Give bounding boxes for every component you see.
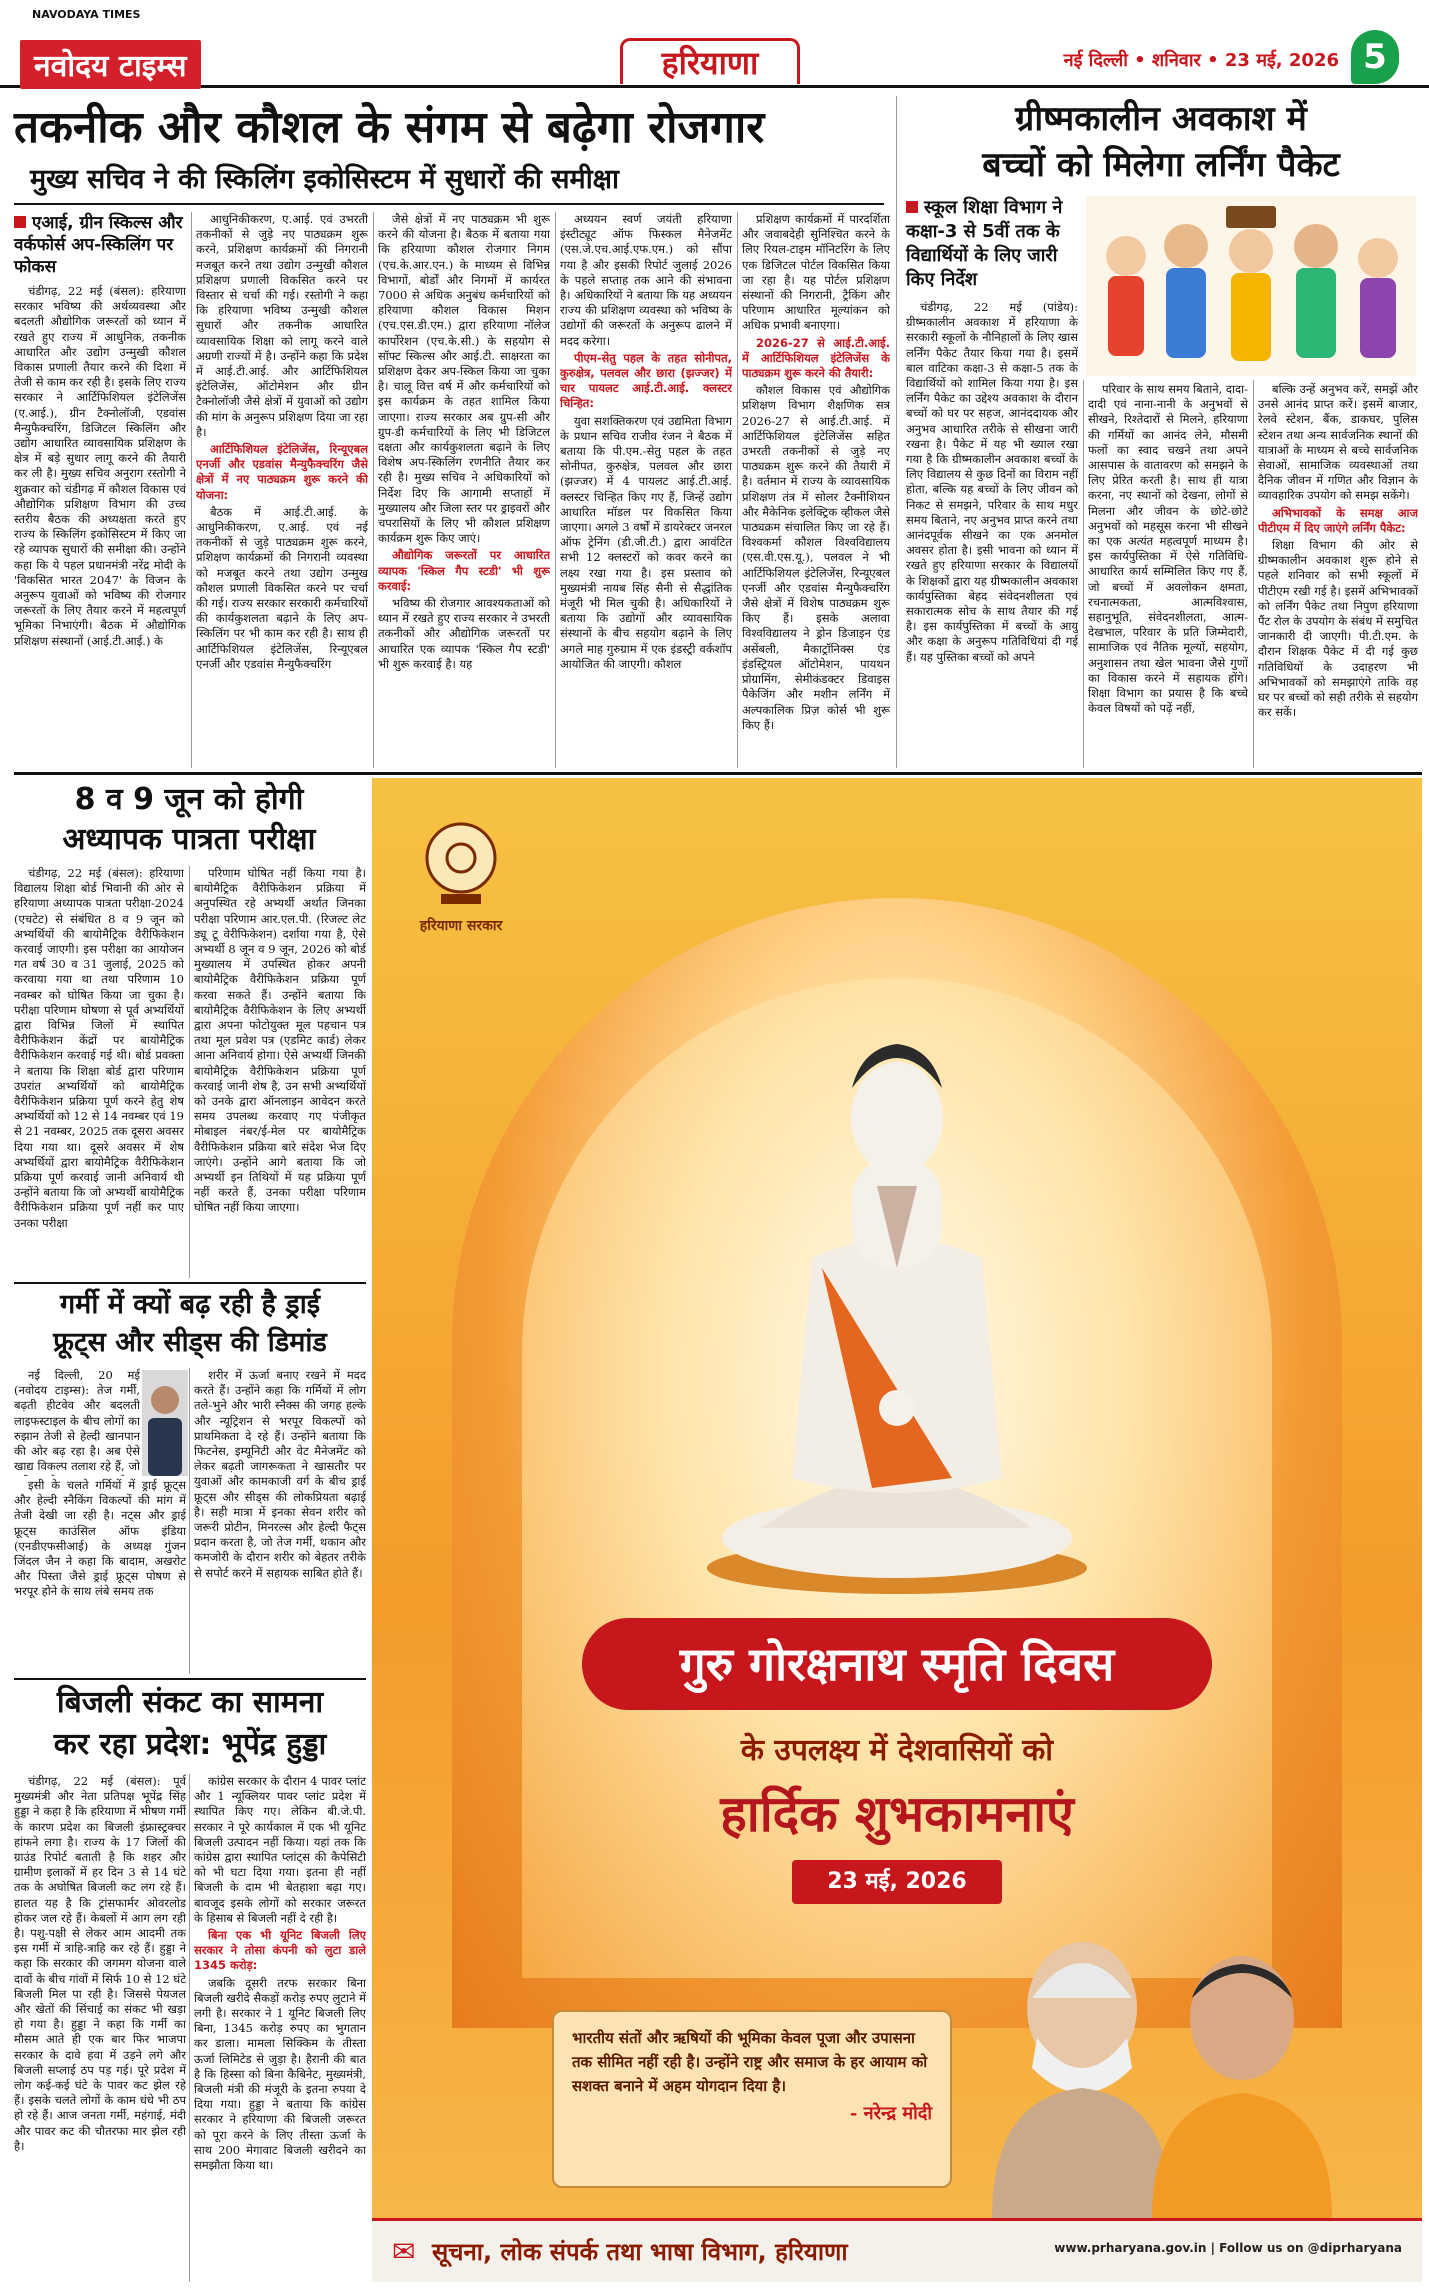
lead-subheadline: मुख्य सचिव ने की स्किलिंग इकोसिस्टम में सुधारों की समीक्षा	[30, 164, 620, 195]
power-col-1-text: चंडीगढ़, 22 मई (बंसल): पूर्व मुख्यमंत्री और नेता प्रतिपक्ष भूपेंद्र सिंह हुड्डा ने कहा है कि हरियाणा में भीषण गर्मी के कारण प्रदेश का बिजली इंफ्रास्ट्रक्चर हांफने लगा है। राज्य के 17 जिलों की ग्राउंड रिपोर्ट बताती है कि शहर और ग्रामीण इलाकों में हर दिन 3 से 14 घंटे तक के अघोषित बिजली कट लग रहे हैं। हालत यह है कि ट्रांसफार्मर ओवरलोड होकर जल रहे हैं। केबलों में आग लग रही है। पशु-पक्षी से लेकर आम आदमी तक इस गर्मी में त्राहि-त्राहि कर रहे हैं। हुड्डा ने कहा कि सरकार की जगमग योजना वाले दावों के बीच गांवों में सिर्फ 10 से 12 घंटे बिजली मिल पा रही है। जिससे पेयजल और खेतों की सिंचाई का संकट भी खड़ा हो गया है। हुड्डा ने कहा कि गर्मी का मौसम आते ही एक बार फिर भाजपा सरकार के दावे हवा में उड़ने लगे और बिजली सप्लाई ठप पड़ गई। पूरे प्रदेश में लोग कई-कई घंटे के पावर कट झेल रहे हैं। इसके चलते लोगों के काम धंधे भी ठप हो रहे हैं। आज जनता गर्मी, महंगाई, मंदी और पावर कट की चौतरफा मार झेल रही है।	[14, 1774, 186, 2153]
col-divider	[189, 866, 190, 1278]
lead-col-5-text: प्रशिक्षण कार्यक्रमों में पारदर्शिता और जवाबदेही सुनिश्चित करने के लिए रियल-टाइम मॉनिटरिंग के लिए एक डिजिटल पोर्टल विकसित किया जा रहा है। यह पोर्टल प्रशिक्षण संस्थानों की निगरानी, ट्रैकिंग और परिणाम आधारित मूल्यांकन को अधिक प्रभावी बनाएगा।	[742, 212, 890, 333]
rule	[14, 772, 1422, 775]
summer-col-3	[1258, 382, 1418, 768]
fruits-col-1b	[14, 1478, 186, 1674]
col-divider	[189, 1774, 190, 2282]
exam-headline-1: 8 व 9 जून को होगी	[74, 782, 304, 817]
lead-col-5-subhead: 2026-27 से आई.टी.आई. में आर्टिफिशियल इंटेलिजेंस के पाठ्यक्रम शुरू करने की तैयारी:	[742, 335, 890, 381]
power-col-2-text: कांग्रेस सरकार के दौरान 4 पावर प्लांट और 1 न्यूक्लियर पावर प्लांट प्रदेश में स्थापित किए गए। लेकिन बी.जे.पी. सरकार ने पूरे कार्यकाल में एक भी यूनिट बिजली उत्पादन नहीं किया। यहां तक कि कांग्रेस द्वारा स्थापित प्लांट्स की कैपेसिटी को भी घटा दिया गया। इतना ही नहीं बिजली के दाम भी बेतहाशा बढ़ा गए। बावजूद इसके लोगों को सरकार जरूरत के हिसाब से बिजली नहीं दे रही है।	[194, 1774, 366, 1925]
ad-footer	[372, 2218, 1422, 2282]
ad-subtitle-1: के उपलक्ष्य में देशवासियों को	[740, 1733, 1054, 1768]
summer-bullet-text: स्कूल शिक्षा विभाग ने कक्षा-3 से 5वीं तक के विद्यार्थियों के लिए जारी किए निर्देश	[906, 197, 1063, 290]
summer-col-3b-text: शिक्षा विभाग की ओर से ग्रीष्मकालीन अवकाश शुरू होने से पहले शनिवार को सभी स्कूलों में पीटीएम रखी गई है। इसमें अभिभावकों को लर्निंग पैकेट तथा निपुण हरियाणा पैंट रोल के उपयोग के संबंध में समुचित जानकारी दी जाएगी। पी.टी.एम. के दौरान शिक्षक पैकेट में दी गई कुछ गतिविधियों के उदाहरण भी अभिभावकों को समझाएंगे ताकि वह घर पर बच्चों को सही तरीके से सहयोग कर सकें।	[1258, 538, 1418, 720]
summer-col-1	[906, 300, 1078, 768]
ad-quote-text: भारतीय संतों और ऋषियों की भूमिका केवल पूजा और उपासना तक सीमित नहीं रही है। उन्होंने राष्ट्र और समाज के हर आयाम को सशक्त बनाने में अहम योगदान दिया है।	[572, 2029, 928, 2095]
person-photo	[142, 1370, 188, 1476]
power-col-1	[14, 1774, 186, 2282]
lead-col-2-subhead: आर्टिफिशियल इंटेलिजेंस, रिन्यूएबल एनर्जी और एडवांस मैन्युफैक्चरिंग जैसे क्षेत्रों में नए पाठ्यक्रम शुरू करने की योजना:	[196, 442, 368, 502]
ad-title-banner: गुरु गोरक्षनाथ स्मृति दिवस	[582, 1618, 1212, 1710]
lead-col-4b-text: युवा सशक्तिकरण एवं उद्यमिता विभाग के प्रधान सचिव राजीव रंजन ने बैठक में बताया कि पी.एम.-सेतु पहल के तहत सोनीपत, कुरुक्षेत्र, पलवल और छारा (झज्जर) में 4 पायलट आई.टी.आई. क्लस्टर चिन्हित किए गए हैं, जिन्हें उद्योग आधारित मॉडल पर विकसित किया जाएगा। अगले 3 वर्षों में डायरेक्टर जनरल ऑफ ट्रेनिंग (डी.जी.टी.) द्वारा आवंटित सभी 12 क्लस्टरों को कवर करने का लक्ष्य रखा गया है। इस प्रस्ताव को मुख्यमंत्री नायब सिंह सैनी से सैद्धांतिक मंजूरी भी मिल चुकी है। अधिकारियों ने बताया कि उद्योगों और व्यावसायिक संस्थानों के बीच सहयोग बढ़ाने के लिए अगले माह गुरुग्राम में एक इंडस्ट्री वर्कशॉप आयोजित की जाएगी। कौशल	[560, 413, 732, 671]
summer-headline-2: बच्चों को मिलेगा लर्निंग पैकेट	[982, 145, 1340, 185]
page-number: 5	[1351, 30, 1399, 84]
summer-bullet	[906, 196, 1076, 292]
power-headline-2: कर रहा प्रदेश: भूपेंद्र हुड्डा	[53, 1727, 327, 1762]
power-col-2b-text: जबकि दूसरी तरफ सरकार बिना बिजली खरीदे सैकड़ों करोड़ रुपए लुटाने में लगी है। सरकार ने 1 यूनिट बिजली लिए बिना, 1345 करोड़ रुपए का भुगतान कर डाला। मामला सिक्किम के तीस्ता ऊर्जा लिमिटेड से जुड़ा है। हैरानी की बात है कि हिस्सा को बिना कैबिनेट, मुख्यमंत्री, बिजली मंत्री की मंजूरी के इतना रुपया दे दिया गया। हुड्डा ने बताया कि कांग्रेस सरकार ने हरियाणा की बिजली जरूरत को पूरा करने के लिए तीस्ता ऊर्जा के साथ 200 मेगावाट बिजली खरीदने का समझौता किया था।	[194, 1975, 366, 2173]
lead-col-3	[378, 212, 550, 768]
lead-col-3-subhead: औद्योगिक जरूरतों पर आधारित व्यापक 'स्किल गैप स्टडी' भी शुरू करवाई:	[378, 548, 550, 593]
lead-col-3-text: जैसे क्षेत्रों में नए पाठ्यक्रम भी शुरू करने की योजना है। बैठक में बताया गया कि हरियाणा कौशल रोजगार निगम (एच.के.आर.एन.) के माध्यम से विभिन्न विभागों, बोर्डों और निगमों में कार्यरत 7000 से अधिक अनुबंध कर्मचारियों को हरियाणा कौशल विकास मिशन (एच.एस.डी.एम.) द्वारा हरियाणा नॉलेज कार्पोरेशन (एच.के.सी.) के सहयोग से सॉफ्ट स्किल्स और आई.टी. साक्षरता का प्रशिक्षण देकर अप-स्किल किया जा चुका है। चालू वित्त वर्ष में और कर्मचारियों को इस कार्यक्रम के तहत शामिल किया जाएगा। राज्य सरकार अब ग्रुप-सी और ग्रुप-डी कर्मचारियों के लिए भी डिजिटल दक्षता और कार्यकुशलता बढ़ाने के लिए विशेष अप-स्किलिंग रणनीति तैयार कर रही है। मुख्य सचिव ने अधिकारियों को निर्देश दिए कि आगामी सप्ताहों में मुख्यालय और जिला स्तर पर ड्राइवरों और चपरासियों के लिए भी कौशल प्रशिक्षण कार्यक्रम शुरू किए जाएं।	[378, 212, 550, 546]
col-divider	[191, 212, 192, 768]
masthead-top-label: NAVODAYA TIMES	[32, 8, 141, 21]
bullet-square-icon	[14, 216, 26, 228]
exam-col-1-text: चंडीगढ़, 22 मई (बंसल): हरियाणा विद्यालय शिक्षा बोर्ड भिवानी की ओर से हरियाणा अध्यापक पात्रता परीक्षा-2024 (एचटेट) से संबंधित 8 व 9 जून को अभ्यर्थियों की बायोमैट्रिक वैरीफिकेशन करवाई जाएगी। इस परीक्षा का आयोजन गत वर्ष 30 व 31 जुलाई, 2025 को करवाया गया था तथा परिणाम 10 नवम्बर को घोषित किया जा चुका है। परीक्षा परिणाम घोषणा से पूर्व अभ्यर्थियों द्वारा विभिन्न जिलों में स्थापित वैरीफिकेशन केंद्रों पर बायोमैट्रिक वैरीफिकेशन करवाई गई थी। बोर्ड प्रवक्ता ने बताया कि शिक्षा बोर्ड द्वारा परिणाम उपरांत अभ्यर्थियों को बायोमैट्रिक वैरीफिकेशन प्रक्रिया पूर्ण करने हेतु शेष अभ्यर्थियों को 12 से 14 नवम्बर एवं 19 से 21 नवम्बर, 2025 तक दूसरा अवसर दिया गया था। दूसरे अवसर में शेष अभ्यर्थियों द्वारा बायोमैट्रिक वैरीफिकेशन प्रक्रिया पूर्ण करवाई जानी अनिवार्य थी उन्होंने बताया कि जो अभ्यर्थी बायोमैट्रिक वैरीफिकेशन प्रक्रिया पूर्ण नहीं कर पाए उनका परीक्षा	[14, 866, 184, 1230]
col-divider	[189, 1368, 190, 1674]
lead-headline: तकनीक और कौशल के संगम से बढ़ेगा रोजगार	[14, 102, 765, 153]
col-divider	[555, 212, 556, 768]
lead-bullet	[14, 212, 184, 278]
newspaper-logo: नवोदय टाइम्स	[20, 40, 201, 89]
summer-col-3-subhead: अभिभावकों के समक्ष आज पीटीएम में दिए जाएंगे लर्निंग पैकेट:	[1258, 505, 1418, 535]
summer-col-2	[1088, 382, 1248, 768]
exam-col-1	[14, 866, 184, 1278]
lead-col-2b-text: बैठक में आई.टी.आई. के आधुनिकीकरण, ए.आई. एवं नई तकनीकों से जुड़े पाठ्यक्रम शुरू करने, प्रशिक्षण कार्यक्रमों की निगरानी व्यवस्था को मजबूत करने तथा उद्योग उन्मुख कौशल प्रणाली विकसित करने पर चर्चा की गई। राज्य सरकार सरकारी कर्मचारियों की कार्यकुशलता बढ़ाने के लिए अप-स्किलिंग पर भी काम कर रही है। साथ ही आर्टिफिशियल इंटेलिजेंस, रिन्यूएबल एनर्जी और एडवांस मैन्युफैक्चरिंग	[196, 504, 368, 671]
lead-col-1	[14, 284, 186, 768]
haryana-emblem	[406, 818, 516, 935]
col-divider	[737, 212, 738, 768]
meditating-saint-figure	[702, 1008, 1092, 1598]
power-headline-1: बिजली संकट का सामना	[56, 1685, 324, 1720]
children-illustration	[1086, 196, 1416, 376]
lead-col-1-text: चंडीगढ़, 22 मई (बंसल): हरियाणा सरकार भविष्य की अर्थव्यवस्था और बदलती औद्योगिक जरूरतों को ध्यान में रखते हुए राज्य में आधुनिक, तकनीक आधारित और उद्योग उन्मुखी कौशल विकास प्रणाली तैयार करने की दिशा में तेजी से काम कर रही है। इसके लिए राज्य सरकार ने आर्टिफिशियल इंटेलिजेंस (ए.आई.), ग्रीन टैक्नोलॉजी, एडवांस मैन्युफैक्चरिंग, डिजिटल स्किलिंग और उद्योग आधारित व्यावसायिक प्रशिक्षण के क्षेत्र में बड़े सुधार लागू करने की तैयारी कर ली है। मुख्य सचिव अनुराग रस्तोगी ने शुक्रवार को चंडीगढ़ में कौशल विकास एवं औद्योगिक प्रशिक्षण विभाग की उच्च स्तरीय बैठक की अध्यक्षता करते हुए राज्य के स्किलिंग इकोसिस्टम में किए जा रहे व्यापक सुधारों की समीक्षा की। उन्होंने कहा कि ये पहल प्रधानमंत्री नरेंद्र मोदी के 'विकसित भारत 2047' के विजन के अनुरूप युवाओं को भविष्य की रोजगार जरूरतों के लिए तैयार करने में महत्वपूर्ण भूमिका निभाएंगी। बैठक में औद्योगिक प्रशिक्षण संस्थानों (आई.टी.आई.) के	[14, 284, 186, 648]
fruits-col-2	[194, 1368, 366, 1674]
advertisement	[372, 778, 1422, 2282]
exam-col-2-text: परिणाम घोषित नहीं किया गया है। बायोमैट्रिक वैरीफिकेशन प्रक्रिया में अनुपस्थित रहे अभ्यर्थी अर्थात जिनका परीक्षा परिणाम आर.एल.पी. (रिजल्ट लेट ड्यू टू वेरीफिकेशन) दर्शाया गया है, ऐसे अभ्यर्थी 8 जून व 9 जून, 2026 को बोर्ड मुख्यालय में उपस्थित होकर अपनी बायोमैट्रिक वैरीफिकेशन प्रक्रिया पूर्ण करवा सकते हैं। उन्होंने बताया कि बायोमैट्रिक वैरीफिकेशन के लिए अभ्यर्थी द्वारा अपना फोटोयुक्त मूल पहचान पत्र तथा मूल प्रवेश पत्र (एडमिट कार्ड) लेकर आना अनिवार्य होगा। ऐसे अभ्यर्थी जिनकी बायोमैट्रिक वैरीफिकेशन प्रक्रिया पूर्ण करवाई जानी शेष है, उन सभी अभ्यर्थियों को उनके द्वारा ऑनलाइन आवेदन करते समय उपलब्ध करवाए गए पंजीकृत मोबाइल नंबर/ई-मेल पर बायोमैट्रिक वैरीफिकेशन प्रक्रिया बारे संदेश भेज दिए जाएंगे। उन्होंने आगे बताया कि जो अभ्यर्थी इन तिथियों में यह प्रक्रिया पूर्ण नहीं करते हैं, उनका परीक्षा परिणाम घोषित नहीं किया जाएगा।	[194, 866, 366, 1215]
fruits-col-1b-text: इसी के चलते गर्मियों में ड्राई फ्रूट्स और हेल्दी स्नैकिंग विकल्पों की मांग में तेजी देखी जा रही है। नट्स और ड्राई फ्रूट्स काउंसिल ऑफ इंडिया (एनडीएफसीआई) के अध्यक्ष गुंजन जिंदल जैन ने कहा कि बादाम, अखरोट और पिस्ता जैसे ड्राई फ्रूट्स पोषण से भरपूर होने के साथ लंबे समय तक	[14, 1478, 186, 1599]
ad-date: 23 मई, 2026	[792, 1860, 1002, 1904]
power-col-2	[194, 1774, 366, 2282]
lead-col-5	[742, 212, 890, 768]
summer-headline-1: ग्रीष्मकालीन अवकाश में	[1015, 99, 1307, 139]
fruits-headline-2: फ्रूट्स और सीड्स की डिमांड	[53, 1327, 327, 1358]
col-divider	[1083, 380, 1084, 768]
col-divider	[896, 96, 897, 768]
dateline: नई दिल्ली • शनिवार • 23 मई, 2026	[1063, 50, 1339, 71]
col-divider	[373, 212, 374, 768]
ad-quote-author: - नरेन्द्र मोदी	[849, 2103, 932, 2124]
ad-footer-department: सूचना, लोक संपर्क तथा भाषा विभाग, हरियाणा	[432, 2238, 848, 2266]
lead-col-3b-text: भविष्य की रोजगार आवश्यकताओं को ध्यान में रखते हुए राज्य सरकार ने उभरती तकनीकों और औद्योगिक जरूरतों पर आधारित एक व्यापक 'स्किल गैप स्टडी' भी शुरू करवाई है। यह	[378, 596, 550, 671]
lead-col-4-text: अध्ययन स्वर्ण जयंती हरियाणा इंस्टीट्यूट ऑफ फिस्कल मैनेजमेंट (एस.जे.एच.आई.एफ.एम.) को सौंपा गया है और इसकी रिपोर्ट जुलाई 2026 के पहले सप्ताह तक आने की संभावना है। अधिकारियों ने बताया कि यह अध्ययन राज्य की प्रशिक्षण व्यवस्था को भविष्य के उद्योगों की जरूरतों के अनुरूप ढालने में मदद करेगा।	[560, 212, 732, 348]
exam-headline-2: अध्यापक पात्रता परीक्षा	[62, 822, 316, 857]
section-tab: हरियाणा	[620, 38, 800, 84]
col-divider	[1253, 380, 1254, 768]
ad-quote-box	[552, 2010, 952, 2188]
power-col-2-subhead: बिना एक भी यूनिट बिजली लिए सरकार ने तोसा कंपनी को लुटा डाले 1345 करोड़:	[194, 1928, 366, 1973]
summer-col-1-text: चंडीगढ़, 22 मई (पांडेय): ग्रीष्मकालीन अवकाश में हरियाणा के सरकारी स्कूलों के नौनिहालों के लिए खास लर्निंग पैकेट तैयार किया गया है। इसमें बाल वाटिका कक्षा-3 से कक्षा-5 तक के विद्यार्थियों को शामिल किया गया है। इस लर्निंग पैकेट का उद्देश्य अवकाश के दौरान बच्चों को घर पर सहज, आनंददायक और अनुभव आधारित तरीके से सीखना जारी रखना है। पैकेट में यह भी ख्याल रखा गया है कि ग्रीष्मकालीन अवकाश बच्चों के लिए विद्यालय से कुछ दिनों का विराम नहीं होता, बल्कि यह बच्चों के लिए जीवन को निकट से समझने, परिवार के साथ मधुर समय बिताने, नए अनुभव प्राप्त करने तथा आनंदपूर्वक सीखने का एक अनमोल अवसर होता है। इसी भावना को ध्यान में रखते हुए हरियाणा सरकार के विद्यालयों के शिक्षकों द्वारा यह ग्रीष्मकालीन अवकाश कार्यपुस्तिका बेहद संवेदनशीलता एवं सकारात्मक सोच के साथ तैयार की गई है। इस कार्यपुस्तिका में बच्चों के आयु और कक्षा के अनुरूप गतिविधियां दी गई हैं। यह पुस्तिका बच्चों को अपने	[906, 300, 1078, 664]
lead-col-2	[196, 212, 368, 768]
lead-bullet-text: एआई, ग्रीन स्किल्स और वर्कफोर्स अप-स्किलिंग पर फोकस	[14, 213, 183, 277]
fruits-col-2-text: शरीर में ऊर्जा बनाए रखने में मदद करते हैं। उन्होंने कहा कि गर्मियों में लोग तले-भुने और भारी स्नैक्स की जगह हल्के और न्यूट्रिशन से भरपूर विकल्पों को प्राथमिकता दे रहे हैं। उन्होंने बताया कि फिटनेस, इम्यूनिटी और वेट मैनेजमेंट को लेकर बढ़ती जागरूकता ने खासतौर पर युवाओं और कामकाजी वर्ग के बीच ड्राई फ्रूट्स और सीड्स की लोकप्रियता बढ़ाई है। सही मात्रा में इनका सेवन शरीर को जरूरी प्रोटीन, मिनरल्स और हेल्दी फैट्स प्रदान करता है, जो तेज गर्मी, थकान और कमजोरी के दौरान शरीर को बेहतर तरीके से सपोर्ट करने में सहायक साबित होते हैं।	[194, 1368, 366, 1580]
lead-col-4	[560, 212, 732, 768]
fruits-col-1a	[14, 1368, 140, 1476]
emblem-label: हरियाणा सरकार	[419, 918, 503, 934]
emblem-icon	[421, 818, 501, 908]
ad-footer-social[interactable]: www.prharyana.gov.in | Follow us on @diprharyana	[1054, 2241, 1402, 2255]
rule	[14, 1678, 366, 1680]
lead-col-2-text: आधुनिकीकरण, ए.आई. एवं उभरती तकनीकों से जुड़े नए पाठ्यक्रम शुरू करने, प्रशिक्षण कार्यक्रमों की निगरानी मजबूत करने तथा उद्योग उन्मुखी कौशल प्रशिक्षण प्रणाली विकसित करने पर विस्तार से चर्चा की गई। रस्तोगी ने कहा कि हरियाणा भविष्य उन्मुखी कौशल सुधारों और तकनीक आधारित व्यावसायिक शिक्षा को लागू करने वाले अग्रणी राज्यों में है। उन्होंने कहा कि प्रदेश में आई.टी.आई. और आर्टिफिशियल इंटेलिजेंस, ऑटोमेशन और ग्रीन टैक्नोलॉजी जैसे क्षेत्रों में युवाओं को उद्योग की मांग के अनुरूप प्रशिक्षण दिया जा रहा है।	[196, 212, 368, 439]
megaphone-icon: ✉	[392, 2235, 416, 2268]
rule	[14, 1282, 366, 1284]
summer-col-2-text: परिवार के साथ समय बिताने, दादा-दादी एवं नाना-नानी के अनुभवों से सीखने, रिश्तेदारों से मिलने, हरियाणा की गर्मियों का आनंद लेने, मौसमी फलों का स्वाद चखने तथा अपने आसपास के वातावरण को समझने के लिए प्रेरित करती है। साथ ही यात्रा करना, नए स्थानों को देखना, लोगों से मिलना और जीवन के छोटे-छोटे अनुभवों को महसूस करना भी सीखने का एक अत्यंत महत्वपूर्ण माध्यम है। इस कार्यपुस्तिका में ऐसे गतिविधि-आधारित कार्य सम्मिलित किए गए हैं, जो बच्चों में अवलोकन क्षमता, रचनात्मकता, आत्मविश्वास, सहानुभूति, संवेदनशीलता, आत्म-देखभाल, परिवार के प्रति जिम्मेदारी, सामाजिक एवं नैतिक मूल्यों, सहयोग, अनुशासन तथा खेल भावना जैसे गुणों का विकास करने में सहायक होंगे। शिक्षा विभाग का प्रयास है कि बच्चे केवल विषयों को पढ़ें नहीं,	[1088, 382, 1248, 716]
ad-subtitle-2: हार्दिक शुभकामनाएं	[720, 1784, 1074, 1843]
masthead	[0, 0, 1429, 88]
leaders-portraits	[982, 1888, 1342, 2218]
lead-col-5b-text: कौशल विकास एवं औद्योगिक प्रशिक्षण विभाग शैक्षणिक सत्र 2026-27 से आई.टी.आई. में आर्टिफिशियल इंटेलिजेंस सहित उभरती तकनीकों से जुड़े नए पाठ्यक्रम शुरू करने की तैयारी में है। वर्तमान में राज्य के व्यावसायिक प्रशिक्षण तंत्र में सोलर टैक्नीशियन और मैकेनिक इलेक्ट्रिक व्हीकल जैसे पाठ्यक्रम संचालित किए जा रहे हैं। विश्वकर्मा कौशल विश्वविद्यालय (एस.वी.एस.यू.), पलवल ने भी आर्टिफिशियल इंटेलिजेंस, रिन्यूएबल एनर्जी और एडवांस मैन्युफैक्चरिंग जैसे क्षेत्रों में विशेष पाठ्यक्रम शुरू किए हैं। इसके अलावा विश्वविद्यालय ने ड्रोन डिजाइन एंड असेंबली, मैकाट्रॉनिक्स एंड इंडस्ट्रियल ऑटोमेशन, पायथन प्रोग्रामिंग, सेमीकंडक्टर डिवाइस पैकेजिंग और मशीन लर्निंग में अल्पकालिक प्रिज़ कोर्स भी शुरू किए हैं।	[742, 383, 890, 732]
fruits-headline-1: गर्मी में क्यों बढ़ रही है ड्राई	[59, 1289, 320, 1320]
exam-col-2	[194, 866, 366, 1278]
summer-col-3-text: बल्कि उन्हें अनुभव करें, समझें और उनसे आनंद प्राप्त करें। इसमें बाजार, रेलवे स्टेशन, बैंक, डाकघर, पुलिस स्टेशन तथा अन्य सार्वजनिक स्थानों की यात्राओं के माध्यम से बच्चे सार्वजनिक सेवाओं, सामाजिक व्यवस्थाओं तथा दैनिक जीवन में गणित और विज्ञान के व्यावहारिक उपयोग को समझ सकेंगे।	[1258, 382, 1418, 503]
rule	[14, 203, 884, 205]
bullet-square-icon	[906, 201, 918, 213]
fruits-col-1a-text: नई दिल्ली, 20 मई (नवोदय टाइम्स): तेज गर्मी, बढ़ती हीटवेव और बदलती लाइफस्टाइल के बीच लोगों का रुझान तेजी से हेल्दी खानपान की ओर बढ़ रहा है। अब ऐसे खाद्य विकल्प तलाश रहे हैं, जो	[14, 1368, 140, 1474]
lead-col-4-subhead: पीएम-सेतु पहल के तहत सोनीपत, कुरुक्षेत्र, पलवल और छारा (झज्जर) में चार पायलट आई.टी.आई. क्लस्टर चिन्हित:	[560, 350, 732, 411]
